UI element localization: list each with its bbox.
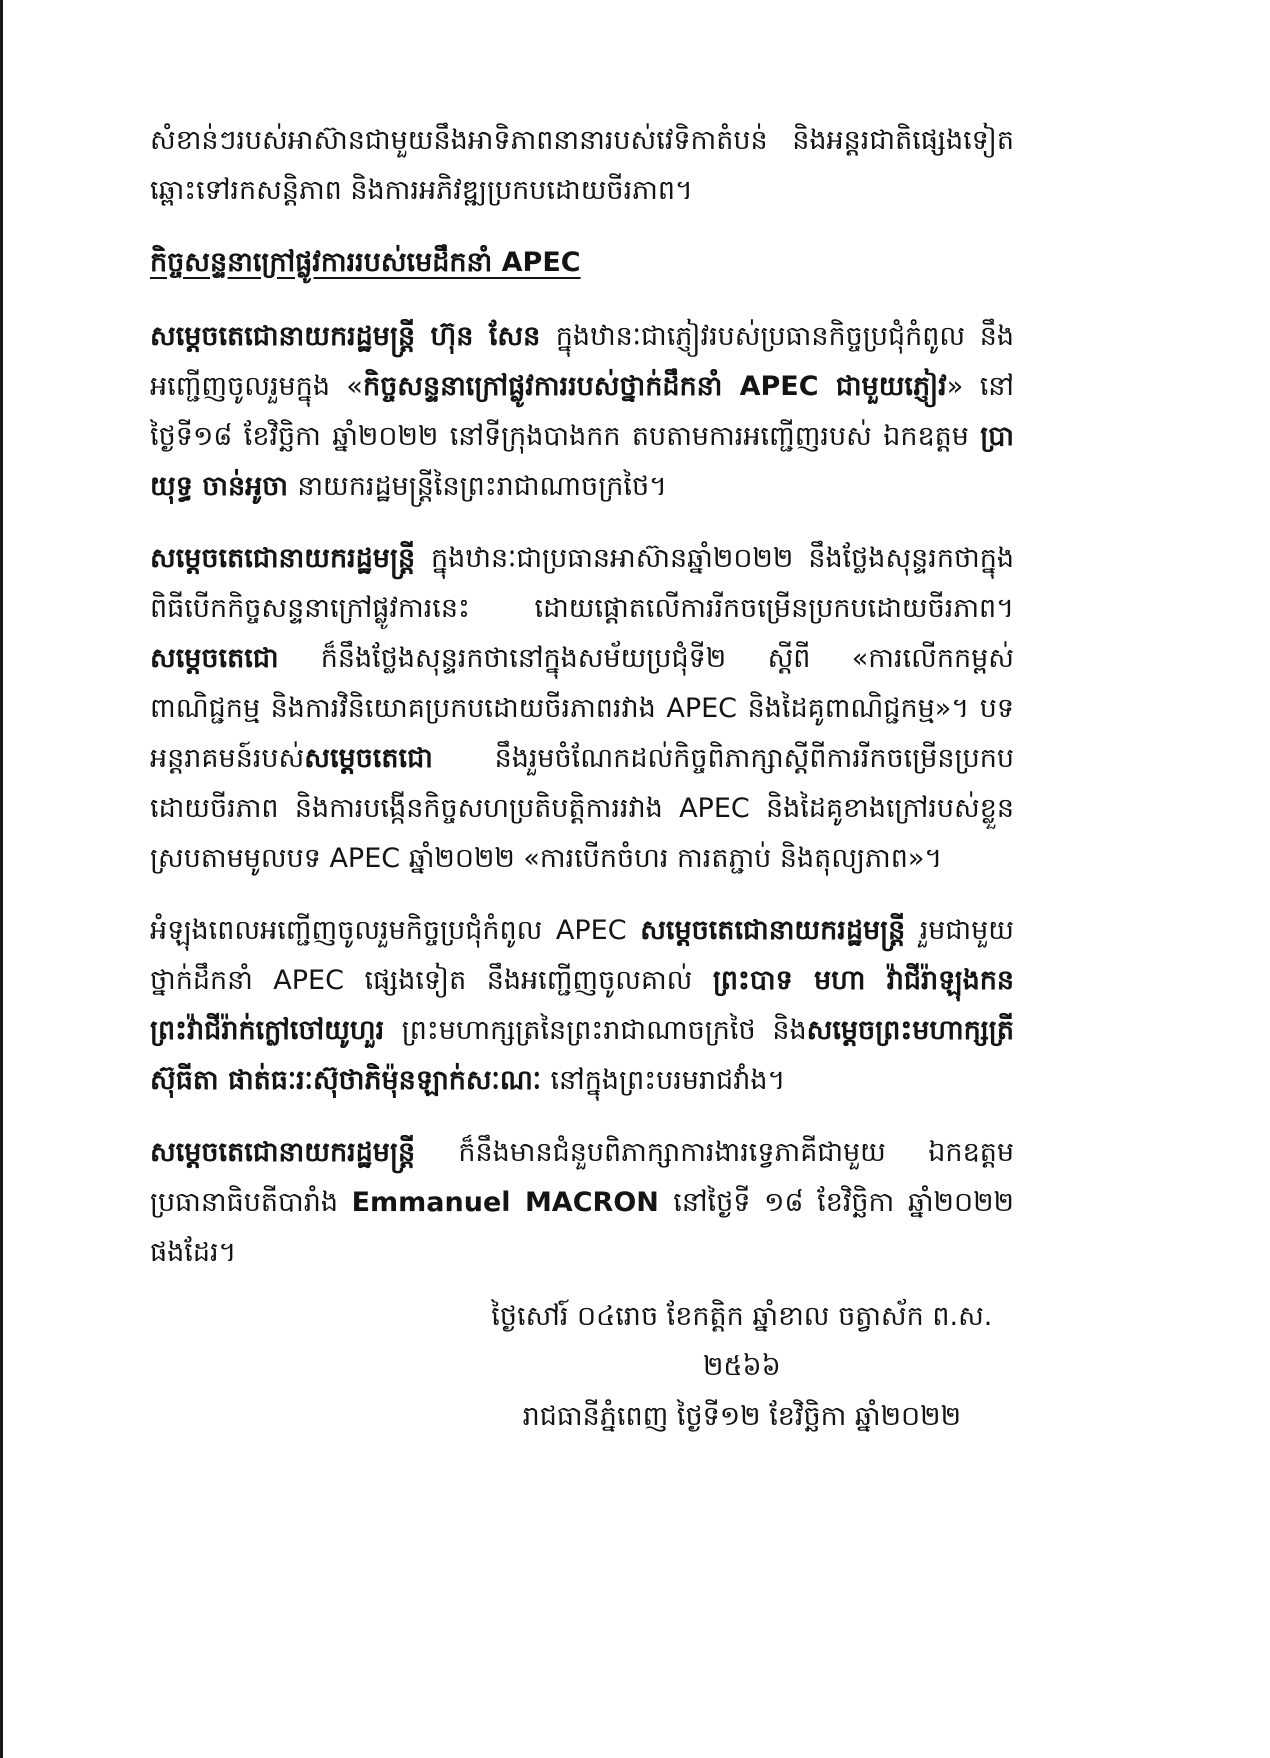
- text-run: នាយករដ្ឋមន្ត្រីនៃព្រះរាជាណាចក្រថៃ។: [297, 471, 667, 502]
- text-run-bold: សម្ដេចតេជោ: [304, 743, 495, 774]
- scan-edge-line: [0, 0, 3, 1758]
- text-run-bold: សម្ដេចតេជោនាយករដ្ឋមន្ត្រី: [150, 543, 431, 574]
- document-content: [150, 116, 1014, 1442]
- text-run: ក៏នឹងថ្លែងសុន្ទរកថានៅក្នុងសម័យប្រជុំទី២ ស្ដីពី «ការលើកកម្ពស់ពាណិជ្ជកម្ម និងការវិនិយោគប្រកបដោយចីរភាពរវាង APEC និងដៃគូពាណិជ្ជកម្ម»។ បទអន្តរាគមន៍របស់: [150, 643, 1014, 774]
- text-run-bold: សម្ដេចតេជោ: [150, 643, 321, 674]
- text-run-bold: សម្ដេចតេជោនាយករដ្ឋមន្ត្រី ហ៊ុន សែន: [150, 321, 556, 352]
- text-run-bold: ព្រះបាទ មហា វ៉ាជីរ៉ាឡុងកន ព្រះវ៉ាជីរ៉ាក់ក្លៅចៅយូហួរ: [150, 965, 1014, 1046]
- text-run-bold: សម្ដេចតេជោនាយករដ្ឋមន្ត្រី: [640, 915, 920, 946]
- text-run: ក៏នឹងមានជំនួបពិភាក្សាការងារទ្វេភាគីជាមួយ ឯកឧត្តមប្រធានាធិបតីបារាំង: [150, 1137, 1014, 1218]
- text-run: ព្រះមហាក្សត្រនៃព្រះរាជាណាចក្រថៃ និង: [401, 1015, 807, 1046]
- text-run-bold: សម្ដេចព្រះមហាក្សត្រី ស៊ុធីតា ផាត់ធៈរៈស៊ុថាភិម៉ុនឡាក់សៈណៈ: [150, 1015, 1014, 1096]
- paragraph-royal-audience: [150, 906, 1014, 1106]
- paragraph-informal-dialogue: [150, 312, 1014, 512]
- text-run: នឹងរួមចំណែកដល់កិច្ចពិភាក្សាស្ដីពីការរីកចម្រើនប្រកបដោយចីរភាព និងការបង្កើនកិច្ចសហប្រតិបត្តិការរវាង APEC និងដៃគូខាងក្រៅរបស់ខ្លួន ស្របតាមមូលបទ APEC ឆ្នាំ២០២២ «ការបើកចំហរ ការតភ្ជាប់ និងតុល្យភាព»។: [150, 743, 1014, 874]
- lunar-date-line: ថ្ងៃសៅរ៍ ០៤រោច ខែកត្តិក ឆ្នាំខាល ចត្វាស័ក ព.ស. ២៥៦៦: [491, 1301, 993, 1382]
- text-run: ក្នុងឋានៈជាប្រធានអាស៊ានឆ្នាំ២០២២ នឹងថ្លែងសុន្ទរកថាក្នុងពិធីបើកកិច្ចសន្ទនាក្រៅផ្លូវការនេះ ដោយផ្ដោតលើការរីកចម្រើនប្រកបដោយចីរភាព។: [150, 543, 1014, 624]
- text-run: » នៅថ្ងៃទី១៨ ខែវិច្ឆិកា ឆ្នាំ២០២២ នៅទីក្រុងបាងកក តបតាមការអញ្ជើញរបស់ ឯកឧត្តម: [150, 371, 1014, 452]
- text-run-bold: សម្ដេចតេជោនាយករដ្ឋមន្ត្រី: [150, 1137, 459, 1168]
- text-run-bold: ប្រាយុទ្ធ ចាន់អូចា: [150, 421, 1014, 502]
- text-run-bold: Emmanuel MACRON: [351, 1187, 674, 1218]
- paragraph-keynote-speech: [150, 534, 1014, 884]
- text-run: សំខាន់ៗរបស់អាស៊ានជាមួយនឹងអាទិភាពនានារបស់វេទិកាតំបន់ និងអន្តរជាតិផ្សេងទៀត ឆ្ពោះទៅរកសន្តិភាព និងការអភិវឌ្ឍប្រកបដោយចីរភាព។: [150, 125, 1014, 206]
- text-run: រួមជាមួយថ្នាក់ដឹកនាំ APEC ផ្សេងទៀត នឹងអញ្ជើញចូលគាល់: [150, 915, 1014, 996]
- section-heading-apec-leaders-dialogue: កិច្ចសន្ទនាក្រៅផ្លូវការរបស់មេដឹកនាំ APEC: [150, 247, 581, 278]
- paragraph-bilateral-macron: [150, 1128, 1014, 1278]
- text-run-bold: កិច្ចសន្ទនាក្រៅផ្លូវការរបស់ថ្នាក់ដឹកនាំ APEC ជាមួយភ្ញៀវ: [362, 371, 947, 402]
- date-block: [470, 1292, 1014, 1442]
- intro-paragraph: [150, 116, 1014, 216]
- text-run: នៅក្នុងព្រះបរមរាជវាំង។: [550, 1065, 786, 1096]
- text-run: នៅថ្ងៃទី ១៨ ខែវិច្ឆិកា ឆ្នាំ២០២២ ផងដែរ។: [150, 1187, 1014, 1268]
- issue-date-line: រាជធានីភ្នំពេញ ថ្ងៃទី១២ ខែវិច្ឆិកា ឆ្នាំ២០២២: [522, 1401, 962, 1432]
- text-run: អំឡុងពេលអញ្ជើញចូលរួមកិច្ចប្រជុំកំពូល APEC: [150, 915, 641, 946]
- text-run: ក្នុងឋានៈជាភ្ញៀវរបស់ប្រធានកិច្ចប្រជុំកំពូល នឹងអញ្ជើញចូលរួមក្នុង «: [150, 321, 1014, 402]
